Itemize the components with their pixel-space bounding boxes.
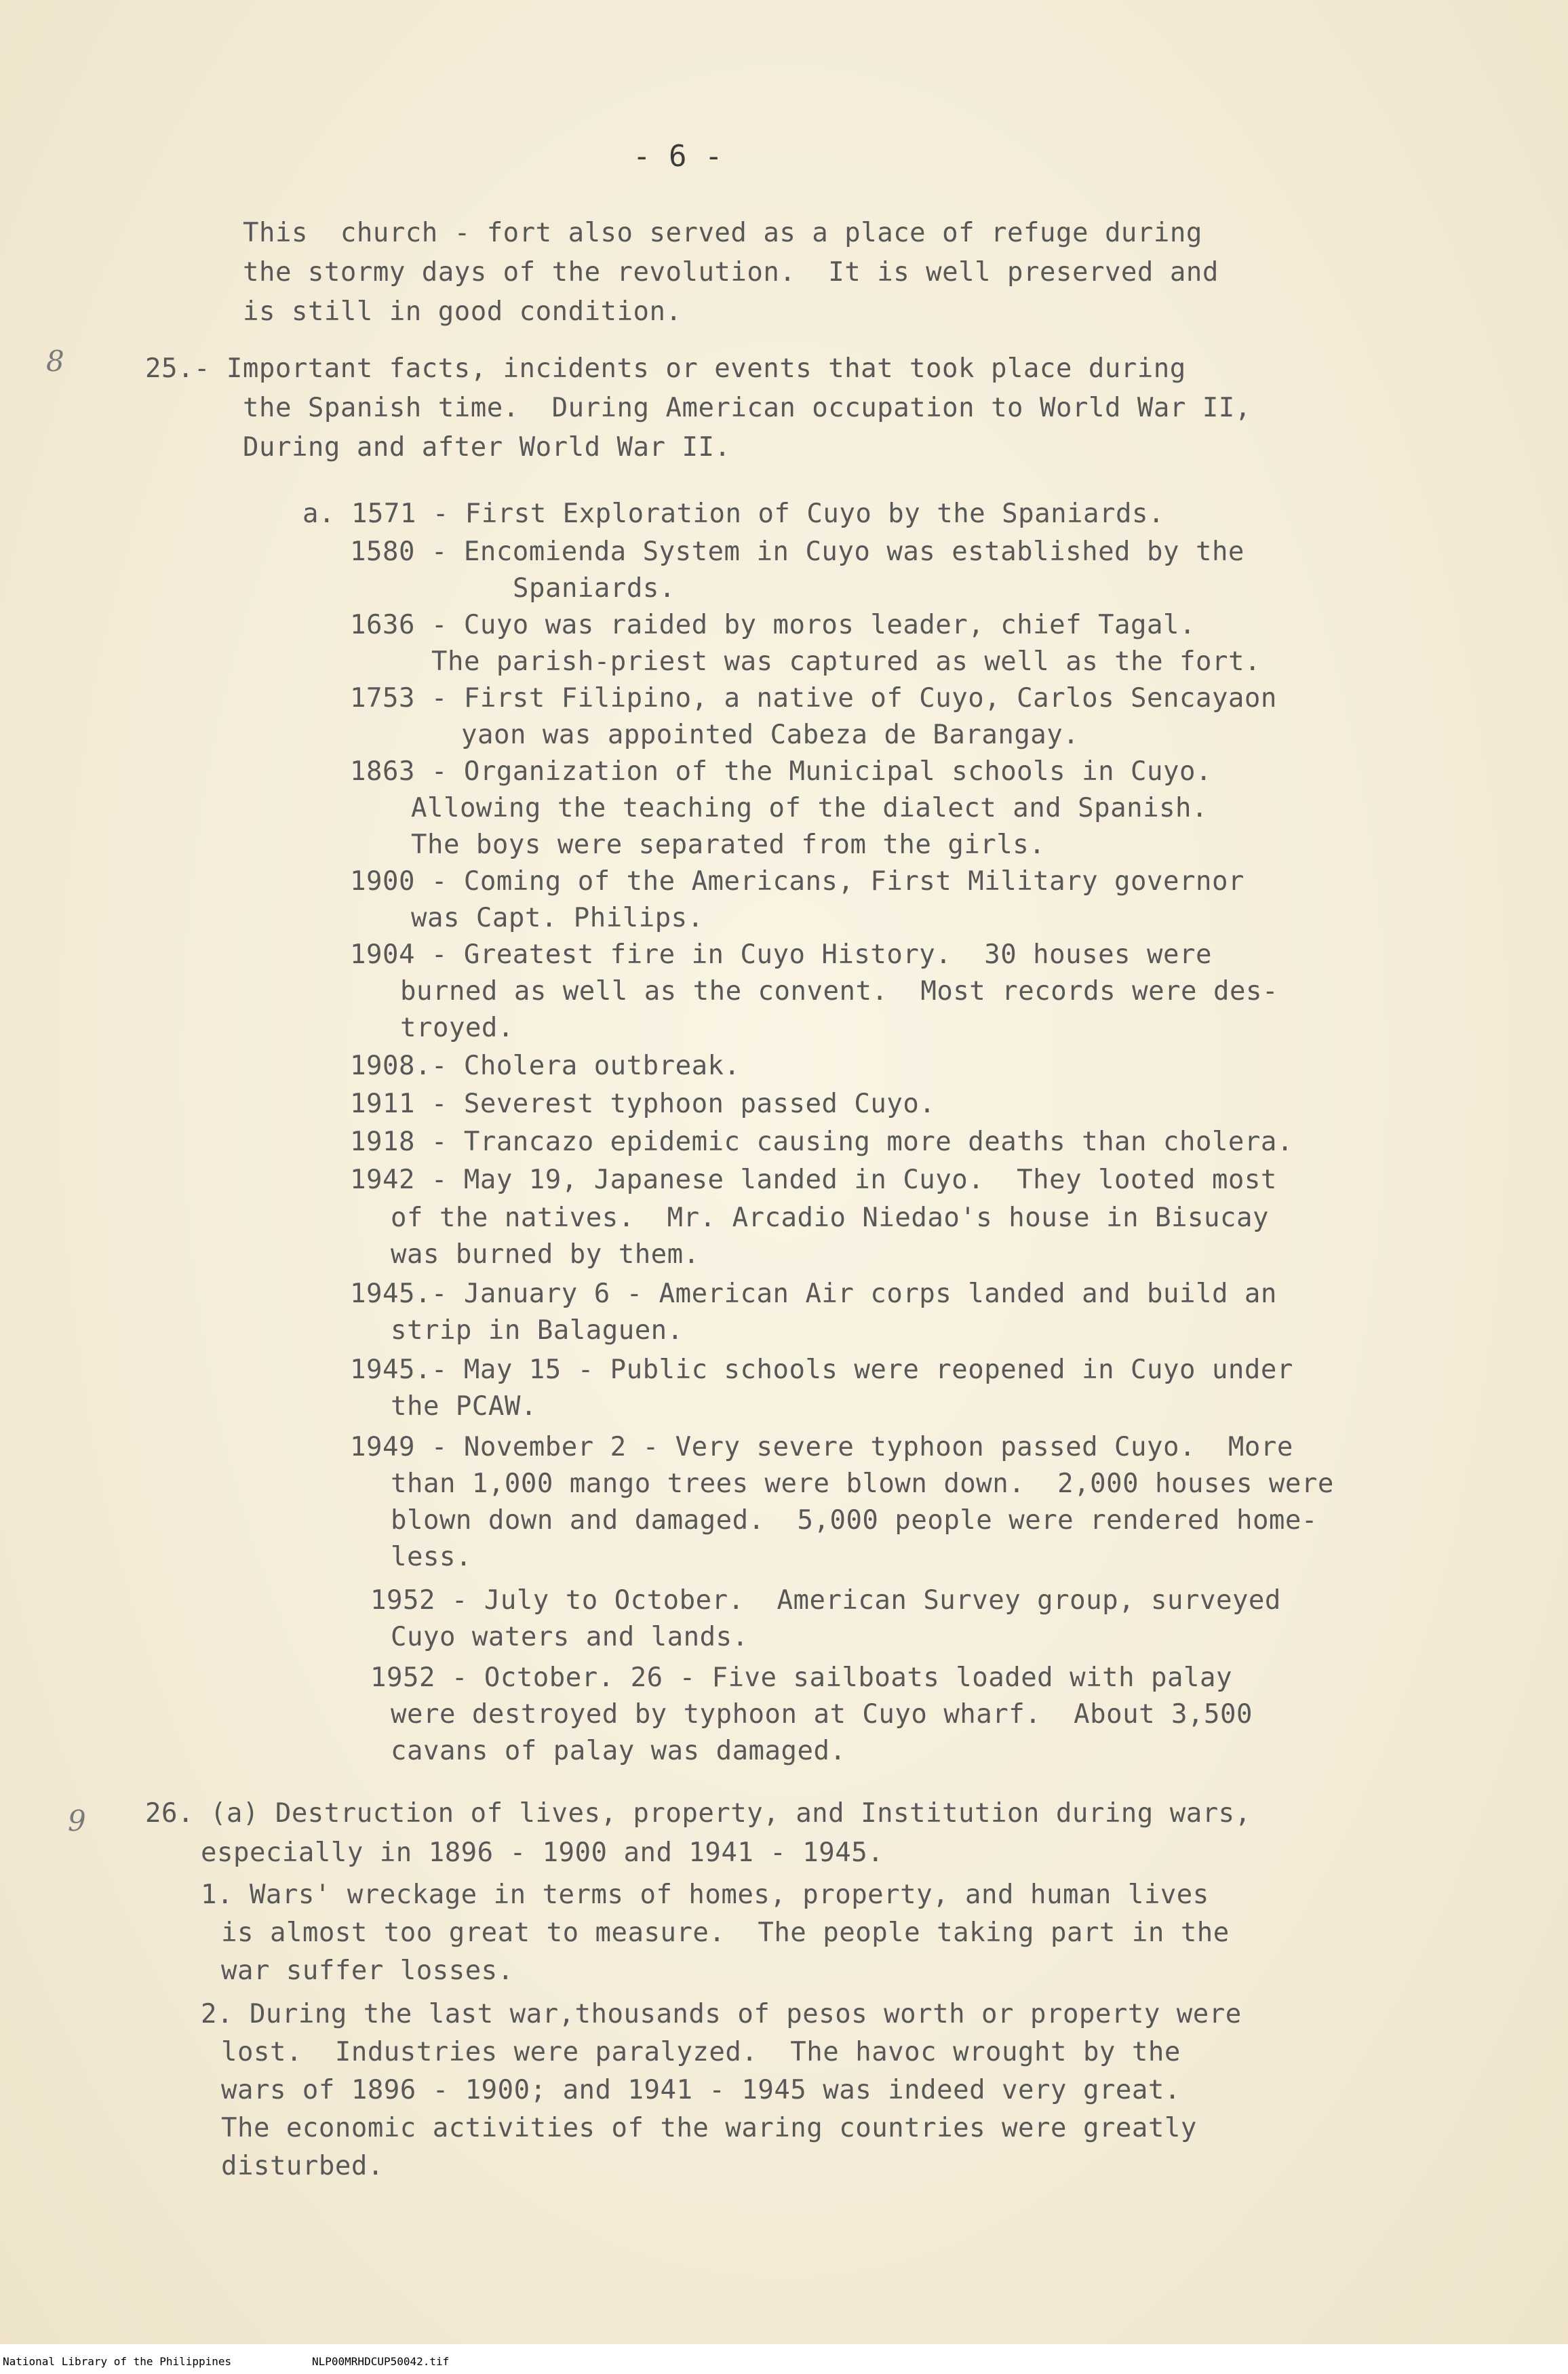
text-line: Spaniards.: [513, 573, 675, 604]
text-line: was Capt. Philips.: [411, 903, 704, 933]
text-line: strip in Balaguen.: [391, 1315, 684, 1346]
section-25-heading: 25.- Important facts, incidents or events that took place during: [145, 353, 1186, 384]
text-line: burned as well as the convent. Most records were des-: [400, 976, 1278, 1007]
text-line: Cuyo waters and lands.: [391, 1622, 749, 1652]
text-line: Allowing the teaching of the dialect and Spanish.: [411, 793, 1209, 823]
text-line: of the natives. Mr. Arcadio Niedao's house in Bisucay: [391, 1203, 1269, 1233]
timeline-entry: a. 1571 - First Exploration of Cuyo by the Spaniards.: [302, 499, 1164, 529]
text-line: was burned by them.: [391, 1239, 700, 1270]
text-line: the PCAW.: [391, 1391, 537, 1422]
timeline-entry: 1952 - July to October. American Survey group, surveyed: [370, 1585, 1281, 1616]
text-line: This church - fort also served as a place of refuge during: [243, 218, 1202, 248]
text-line: were destroyed by typhoon at Cuyo wharf. About 3,500: [391, 1699, 1253, 1730]
scan-footer: [0, 2344, 1568, 2374]
footer-filename: NLP00MRHDCUP50042.tif: [312, 2355, 450, 2368]
section-26-heading: 26. (a) Destruction of lives, property, and Institution during wars,: [145, 1798, 1251, 1829]
timeline-entry: 1918 - Trancazo epidemic causing more deaths than cholera.: [350, 1127, 1293, 1157]
timeline-entry: 1904 - Greatest fire in Cuyo History. 30 houses were: [350, 939, 1212, 970]
timeline-entry: 1580 - Encomienda System in Cuyo was established by the: [350, 537, 1244, 567]
margin-note: 9: [68, 1804, 86, 1837]
text-line: is almost too great to measure. The people taking part in the: [221, 1918, 1230, 1948]
margin-note: 8: [46, 345, 64, 378]
text-line: blown down and damaged. 5,000 people were rendered home-: [391, 1505, 1318, 1536]
timeline-entry: 1900 - Coming of the Americans, First Military governor: [350, 866, 1244, 897]
text-line: is still in good condition.: [243, 296, 682, 327]
timeline-entry: 1753 - First Filipino, a native of Cuyo, Carlos Sencayaon: [350, 683, 1277, 714]
timeline-entry: 1949 - November 2 - Very severe typhoon passed Cuyo. More: [350, 1432, 1293, 1462]
list-item: 2. During the last war,thousands of pesos worth or property were: [201, 1999, 1242, 2029]
timeline-entry: 1911 - Severest typhoon passed Cuyo.: [350, 1089, 936, 1119]
timeline-entry: 1863 - Organization of the Municipal schools in Cuyo.: [350, 756, 1212, 787]
text-line: disturbed.: [221, 2151, 384, 2181]
text-line: war suffer losses.: [221, 1955, 514, 1986]
text-line: The economic activities of the waring countries were greatly: [221, 2113, 1197, 2143]
timeline-entry: 1636 - Cuyo was raided by moros leader, chief Tagal.: [350, 610, 1196, 640]
timeline-entry: 1942 - May 19, Japanese landed in Cuyo. They looted most: [350, 1165, 1277, 1195]
list-item: 1. Wars' wreckage in terms of homes, property, and human lives: [201, 1880, 1209, 1910]
text-line: The boys were separated from the girls.: [411, 830, 1046, 860]
text-line: the Spanish time. During American occupation to World War II,: [243, 393, 1251, 423]
text-line: troyed.: [400, 1013, 514, 1043]
timeline-entry: 1952 - October. 26 - Five sailboats loaded with palay: [370, 1662, 1232, 1693]
page-number: - 6 -: [633, 139, 723, 174]
timeline-entry: 1945.- January 6 - American Air corps landed and build an: [350, 1279, 1277, 1309]
text-line: less.: [391, 1542, 472, 1572]
text-line: cavans of palay was damaged.: [391, 1736, 846, 1766]
text-line: yaon was appointed Cabeza de Barangay.: [461, 720, 1080, 750]
timeline-entry: 1945.- May 15 - Public schools were reopened in Cuyo under: [350, 1355, 1293, 1385]
text-line: the stormy days of the revolution. It is well preserved and: [243, 257, 1219, 288]
text-line: The parish-priest was captured as well as the fort.: [431, 646, 1261, 677]
footer-library: National Library of the Philippines: [3, 2355, 232, 2368]
text-line: lost. Industries were paralyzed. The havoc wrought by the: [221, 2037, 1181, 2067]
text-line: than 1,000 mango trees were blown down. 2,000 houses were: [391, 1468, 1334, 1499]
text-line: wars of 1896 - 1900; and 1941 - 1945 was indeed very great.: [221, 2075, 1181, 2105]
timeline-entry: 1908.- Cholera outbreak.: [350, 1051, 741, 1081]
text-line: especially in 1896 - 1900 and 1941 - 1945.: [201, 1837, 884, 1868]
text-line: During and after World War II.: [243, 432, 731, 463]
